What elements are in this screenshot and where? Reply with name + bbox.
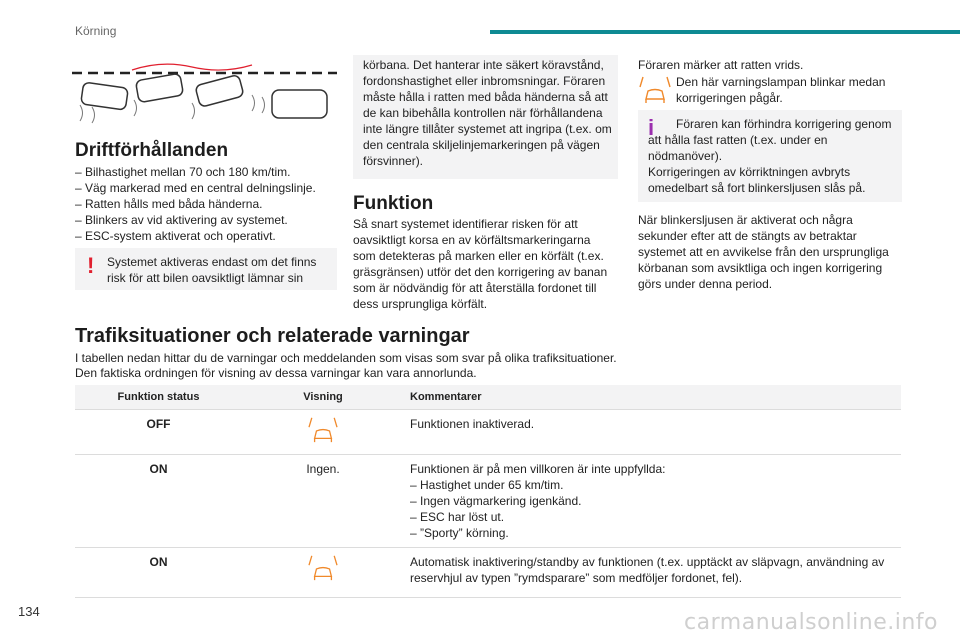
col-header-status: Funktion status [75,385,242,410]
table-row [75,410,901,455]
warning-exclamation-icon: ! [87,253,95,278]
conditions-list [75,164,345,244]
status-cell: ON [75,548,242,598]
header-accent-bar [490,30,960,34]
page-number: 134 [18,604,40,619]
info-icon: i [648,115,655,140]
conditions-heading: Driftförhållanden [75,140,229,161]
info-text-first: Föraren kan förhindra korrigering genom att hålla fast ratten (t.ex. under en nödmanöver). [648,117,892,163]
condition-item: – Väg markerad med en central delningslinje. [75,181,316,195]
comment-cell [404,455,901,548]
status-cell: OFF [75,410,242,455]
display-cell [242,548,404,598]
status-cell: ON [75,455,242,548]
warning-text: Systemet aktiveras endast om det finns risk för att bilen oavsiktligt lämnar sin [107,255,317,285]
watermark: carmanualsonline.info [684,610,938,635]
comment-cell: Automatisk inaktivering/standby av funktionen (t.ex. upptäckt av släpvagn, användning av reservhjul av typen ”rymdsparare” som medföljer fordonet, fel). [404,548,901,598]
lane-assist-warning-icon [307,554,339,582]
col-header-display: Visning [242,385,404,410]
comment-item: – Hastighet under 65 km/tim. [410,478,564,492]
comment-cell: Funktionen inaktiverad. [404,410,901,455]
comment-item: – Ingen vägmarkering igenkänd. [410,494,582,508]
display-cell [242,410,404,455]
lane-correction-illustration [72,55,337,130]
lane-assist-warning-icon [307,416,339,444]
function-heading: Funktion [353,193,434,214]
steering-note: Föraren märker att ratten vrids. [638,58,804,72]
running-header: Körning [75,24,117,38]
condition-item: – ESC-system aktiverat och operativt. [75,229,276,243]
blinker-body: När blinkersljusen är aktiverat och några sekunder efter att de stängts av betraktar systemet att en avvikelse från den ursprungliga körbanan som avsiktliga och ingen korrigering görs under denna period. [638,213,889,291]
table-row [75,455,901,548]
info-text-second: Korrigeringen av körriktningen avbryts omedelbart så fort blinkersljusen slås på. [648,165,866,195]
table-intro-1: I tabellen nedan hittar du de varningar och meddelanden som visas som svar på olika trafiksituationer. [75,351,617,365]
table-intro-2: Den faktiska ordningen för visning av dessa varningar kan vara annorlunda. [75,366,477,380]
comment-item: – ESC har löst ut. [410,510,505,524]
lane-assist-warning-icon [638,75,672,105]
comment-item: – ”Sporty” körning. [410,526,509,540]
condition-item: – Blinkers av vid aktivering av systemet. [75,213,288,227]
traffic-situations-heading: Trafiksituationer och relaterade varningar [75,325,470,347]
lamp-text: Den här varningslampan blinkar medan korrigeringen pågår. [676,75,886,105]
warning-box [75,248,337,290]
warning-continued-text: körbana. Det hanterar inte säkert köravstånd, fordonshastighet eller inbromsningar. Föraren måste hålla i ratten med båda händerna så att de kan bibehålla kontrollen när förhållandena inte längre tillåter systemet att ingripa (t.ex. om den centrala skiljelinjemarkeringen på vägen försvinner). [363,58,612,168]
info-box [638,110,902,202]
warnings-table [75,385,901,598]
col-header-comments: Kommentarer [404,385,901,410]
condition-item: – Ratten hålls med båda händerna. [75,197,263,211]
table-row [75,548,901,598]
comment-text: Funktionen är på men villkoren är inte uppfyllda: [410,462,666,476]
warning-box-continued [353,55,618,179]
function-body: Så snart systemet identifierar risken för att oavsiktligt korsa en av körfältsmarkeringarna som detekteras på marken eller en körfält (t.ex. gräsgränsen) utför det den korrigering av banan som är nödvändig för att återställa fordonet till dess ursprungliga körfält. [353,217,608,311]
condition-item: – Bilhastighet mellan 70 och 180 km/tim. [75,165,291,179]
display-cell: Ingen. [242,455,404,548]
